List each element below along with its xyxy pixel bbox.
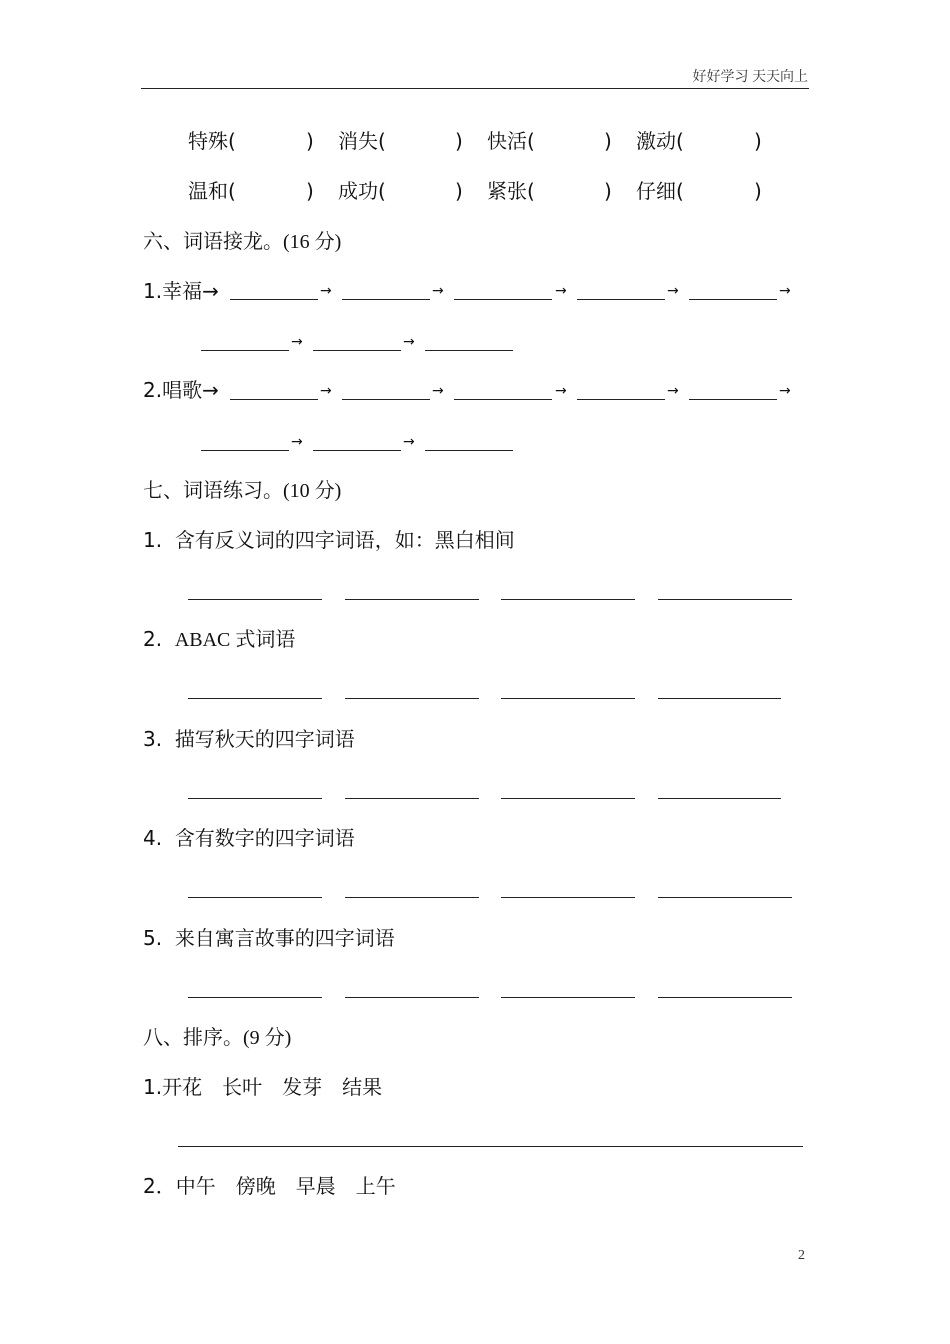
exercise-item-5	[143, 926, 395, 950]
paren-close: )	[455, 129, 463, 153]
answer-blank[interactable]	[501, 897, 635, 898]
item-text: 含有数字的四字词语	[174, 826, 355, 850]
item-number: 5.	[143, 926, 163, 950]
paren-open: (	[676, 129, 684, 153]
answer-blank[interactable]	[188, 997, 322, 998]
answer-blank[interactable]	[425, 350, 513, 351]
answer-blank[interactable]	[342, 399, 430, 400]
paren-close: )	[306, 179, 314, 203]
answer-blank[interactable]	[658, 997, 792, 998]
antonym-item	[338, 129, 386, 153]
paren-open: (	[676, 179, 684, 203]
arrow-icon: →	[291, 434, 303, 450]
sort-item-2: 2．中午 傍晚 早晨 上午	[143, 1174, 396, 1198]
section-6-heading	[143, 229, 341, 254]
antonym-word: 激动	[636, 129, 676, 153]
item-number: 2.	[143, 627, 163, 651]
item-number: 3.	[143, 727, 163, 751]
answer-blank[interactable]	[689, 299, 777, 300]
exercise-item-3	[143, 727, 355, 751]
answer-blank[interactable]	[342, 299, 430, 300]
antonym-item	[636, 129, 684, 153]
paren-open: (	[228, 179, 236, 203]
answer-blank[interactable]	[454, 299, 552, 300]
arrow-icon: →	[291, 334, 303, 350]
answer-blank[interactable]	[188, 698, 322, 699]
item-text: ABAC 式词语	[174, 629, 296, 651]
answer-blank[interactable]	[577, 399, 665, 400]
answer-blank[interactable]	[178, 1146, 803, 1147]
chain-1-label: 1.幸福→	[143, 279, 219, 303]
answer-blank[interactable]	[345, 997, 479, 998]
arrow-icon: →	[779, 383, 791, 399]
antonym-word: 特殊	[188, 129, 228, 153]
section-title: 六、词语接龙。	[143, 229, 283, 253]
section-8-heading	[143, 1025, 291, 1050]
answer-blank[interactable]	[313, 450, 401, 451]
paren-open: (	[378, 179, 386, 203]
arrow-icon: →	[320, 383, 332, 399]
header-slogan: 好好学习 天天向上	[692, 70, 808, 85]
paren-open: (	[228, 129, 236, 153]
antonym-item	[188, 179, 236, 203]
answer-blank[interactable]	[230, 399, 318, 400]
antonym-word: 快活	[487, 129, 527, 153]
section-7-heading	[143, 478, 341, 503]
section-score: (10 分)	[283, 480, 342, 502]
answer-blank[interactable]	[201, 350, 289, 351]
answer-blank[interactable]	[658, 798, 781, 799]
antonym-word: 消失	[338, 129, 378, 153]
paren-close: )	[455, 179, 463, 203]
item-text: 含有反义词的四字词语，如：黑白相间	[174, 528, 515, 552]
antonym-item	[636, 179, 684, 203]
answer-blank[interactable]	[658, 897, 792, 898]
antonym-item	[338, 179, 386, 203]
paren-close: )	[604, 179, 612, 203]
paren-open: (	[378, 129, 386, 153]
answer-blank[interactable]	[345, 698, 479, 699]
section-title: 七、词语练习。	[143, 478, 283, 502]
answer-blank[interactable]	[501, 798, 635, 799]
answer-blank[interactable]	[501, 997, 635, 998]
arrow-icon: →	[555, 283, 567, 299]
answer-blank[interactable]	[313, 350, 401, 351]
answer-blank[interactable]	[345, 798, 479, 799]
sort-item-1: 1.开花 长叶 发芽 结果	[143, 1075, 383, 1099]
antonym-word: 成功	[338, 179, 378, 203]
chain-2-label: 2.唱歌→	[143, 378, 219, 402]
answer-blank[interactable]	[454, 399, 552, 400]
arrow-icon: →	[320, 283, 332, 299]
arrow-icon: →	[667, 383, 679, 399]
item-text: 描写秋天的四字词语	[174, 727, 355, 751]
answer-blank[interactable]	[188, 798, 322, 799]
section-score: (9 分)	[243, 1027, 292, 1049]
arrow-icon: →	[779, 283, 791, 299]
answer-blank[interactable]	[577, 299, 665, 300]
header-rule	[141, 88, 809, 89]
item-number: 4.	[143, 826, 163, 850]
paren-open: (	[527, 129, 535, 153]
answer-blank[interactable]	[425, 450, 513, 451]
paren-close: )	[306, 129, 314, 153]
antonym-word: 紧张	[487, 179, 527, 203]
item-text: 来自寓言故事的四字词语	[174, 926, 395, 950]
answer-blank[interactable]	[188, 897, 322, 898]
antonym-item	[188, 129, 236, 153]
antonym-word: 温和	[188, 179, 228, 203]
section-score: (16 分)	[283, 231, 342, 253]
answer-blank[interactable]	[689, 399, 777, 400]
answer-blank[interactable]	[501, 698, 635, 699]
answer-blank[interactable]	[345, 897, 479, 898]
arrow-icon: →	[667, 283, 679, 299]
arrow-icon: →	[403, 334, 415, 350]
answer-blank[interactable]	[658, 698, 781, 699]
answer-blank[interactable]	[501, 599, 635, 600]
item-number: 1.	[143, 528, 163, 552]
answer-blank[interactable]	[230, 299, 318, 300]
page-number: 2	[798, 1248, 805, 1263]
answer-blank[interactable]	[201, 450, 289, 451]
paren-open: (	[527, 179, 535, 203]
answer-blank[interactable]	[658, 599, 792, 600]
arrow-icon: →	[432, 383, 444, 399]
answer-blank[interactable]	[188, 599, 322, 600]
arrow-icon: →	[555, 383, 567, 399]
arrow-icon: →	[403, 434, 415, 450]
antonym-item	[487, 129, 535, 153]
exercise-item-4	[143, 826, 355, 850]
antonym-word: 仔细	[636, 179, 676, 203]
exercise-item-2	[143, 627, 295, 652]
antonym-item	[487, 179, 535, 203]
answer-blank[interactable]	[345, 599, 479, 600]
paren-close: )	[604, 129, 612, 153]
arrow-icon: →	[432, 283, 444, 299]
section-title: 八、排序。	[143, 1025, 243, 1049]
exercise-item-1	[143, 528, 515, 552]
paren-close: )	[754, 179, 762, 203]
paren-close: )	[754, 129, 762, 153]
